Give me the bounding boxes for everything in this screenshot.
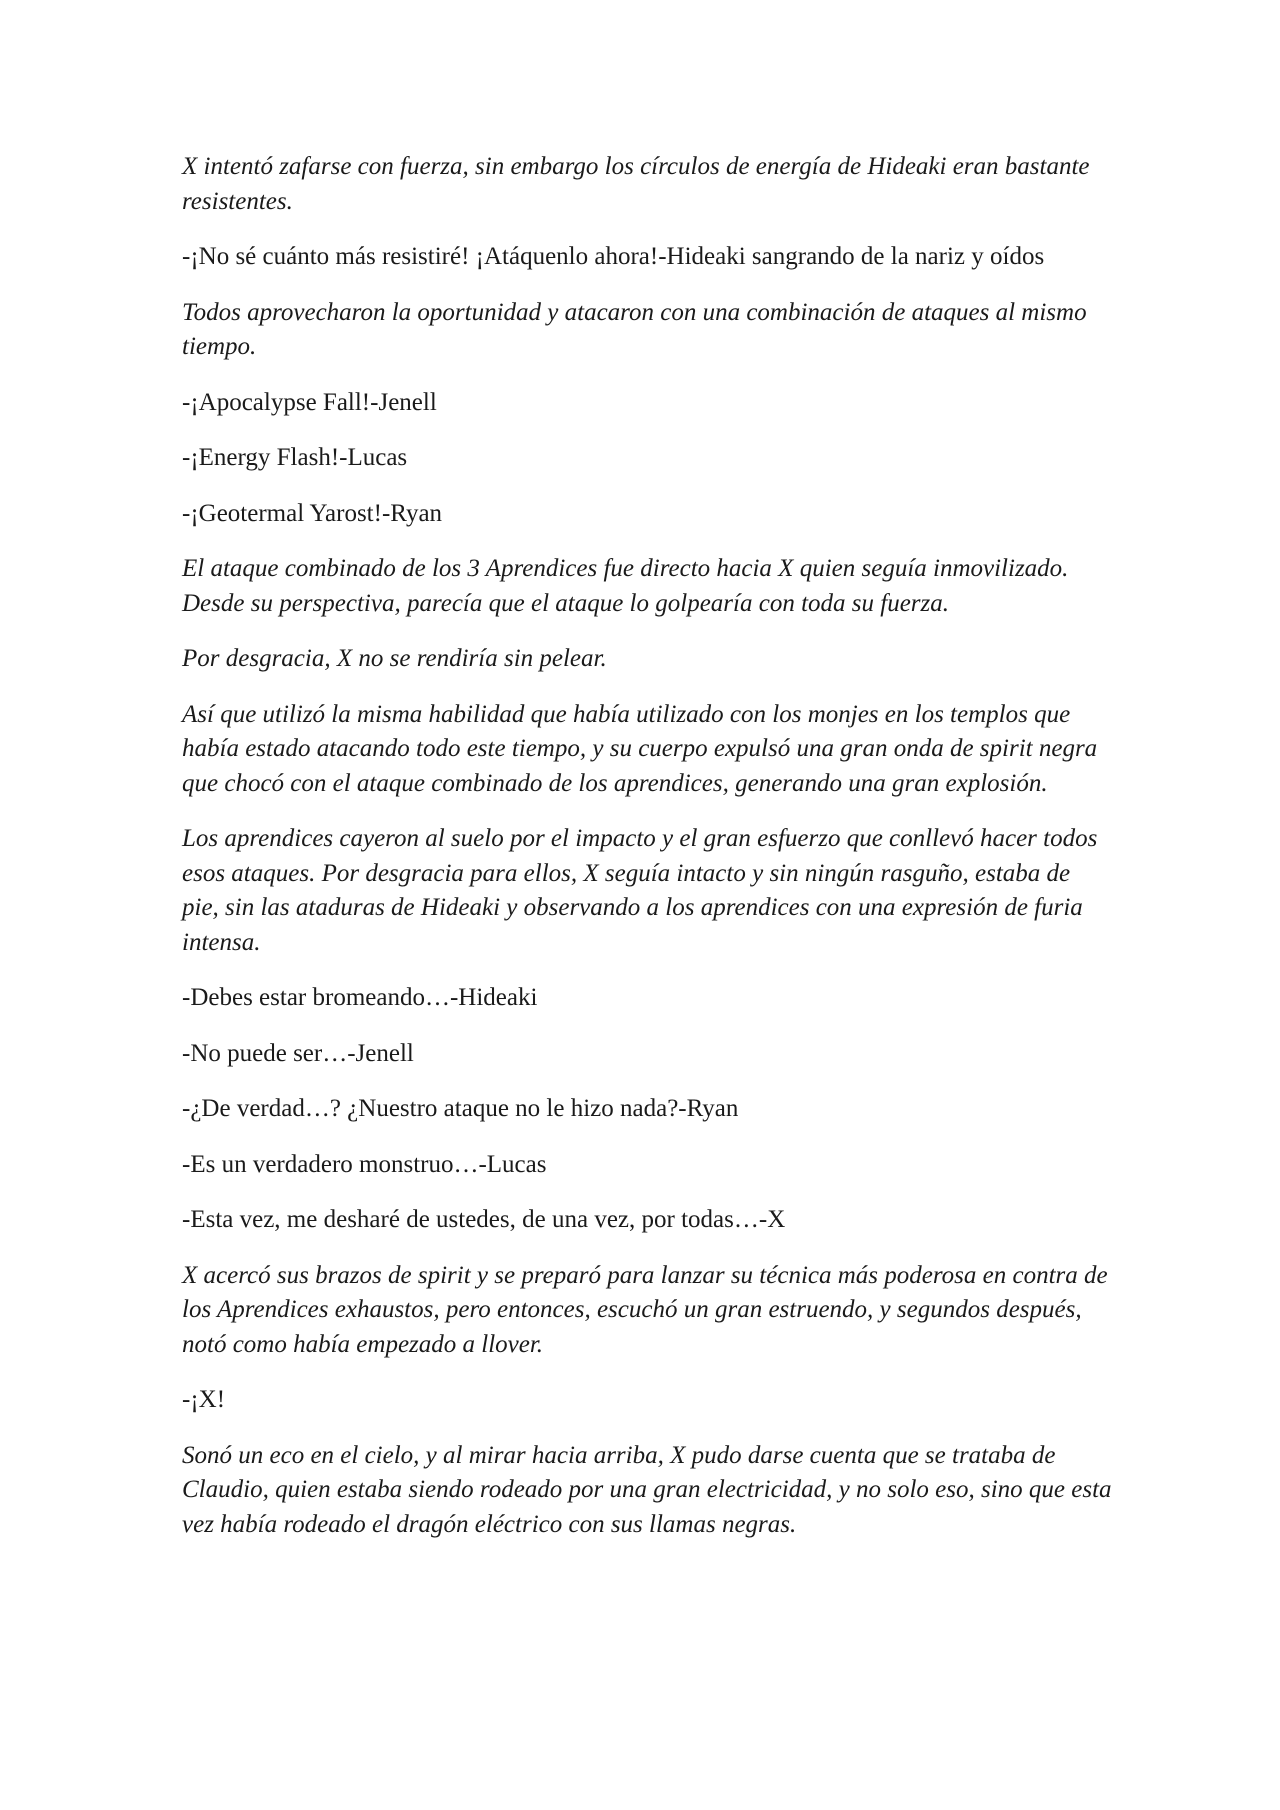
dialogue-line: -Es un verdadero monstruo…-Lucas: [182, 1150, 547, 1178]
dialogue-line: -No puede ser…-Jenell: [182, 1039, 414, 1067]
narration-paragraph: El ataque combinado de los 3 Aprendices fue directo hacia X quien seguía inmovilizado. Desde su perspectiva, parecía que el ataque lo golpearía con toda su fuerza.: [182, 555, 1069, 617]
dialogue-line: -¿De verdad…? ¿Nuestro ataque no le hizo nada?-Ryan: [182, 1095, 739, 1122]
dialogue-line: -¡No sé cuánto más resistiré! ¡Atáquenlo ahora!-Hideaki sangrando de la nariz y oídos: [182, 243, 1045, 270]
narration-paragraph: X acercó sus brazos de spirit y se preparó para lanzar su técnica más poderosa en contra de los Aprendices exhaustos, pero entonces, escuchó un gran estruendo, y segundos después, notó como había empezado a llover.: [182, 1261, 1108, 1358]
dialogue-line: -¡Apocalypse Fall!-Jenell: [182, 388, 437, 416]
dialogue-line: -¡Geotermal Yarost!-Ryan: [182, 499, 443, 527]
narration-paragraph: Así que utilizó la misma habilidad que había utilizado con los monjes en los templos que había estado atacando todo este tiempo, y su cuerpo expulsó una gran onda de spirit negra que chocó con el ataque combinado de los aprendices, generando una gran explosión.: [182, 700, 1098, 797]
narration-paragraph: Por desgracia, X no se rendiría sin pelear.: [182, 645, 607, 672]
dialogue-line: -Esta vez, me desharé de ustedes, de una vez, por todas…-X: [182, 1206, 786, 1233]
narration-paragraph: Los aprendices cayeron al suelo por el impacto y el gran esfuerzo que conllevó hacer todos esos ataques. Por desgracia para ellos, X seguía intacto y sin ningún rasguño, estaba de pie, sin las ataduras de Hideaki y observando a los aprendices con una expresión de furia intensa.: [182, 825, 1098, 956]
narration-paragraph: Sonó un eco en el cielo, y al mirar hacia arriba, X pudo darse cuenta que se trataba de Claudio, quien estaba siendo rodeado por una gran electricidad, y no solo eso, sino que esta vez había rodeado el dragón eléctrico con sus llamas negras.: [182, 1441, 1112, 1538]
dialogue-line: -¡X!: [182, 1386, 226, 1413]
document-body: [182, 150, 1112, 1563]
narration-paragraph: X intentó zafarse con fuerza, sin embargo los círculos de energía de Hideaki eran bastante resistentes.: [182, 153, 1090, 215]
narration-paragraph: Todos aprovecharon la oportunidad y atacaron con una combinación de ataques al mismo tiempo.: [182, 298, 1087, 360]
dialogue-line: -¡Energy Flash!-Lucas: [182, 444, 408, 471]
dialogue-line: -Debes estar bromeando…-Hideaki: [182, 984, 538, 1011]
